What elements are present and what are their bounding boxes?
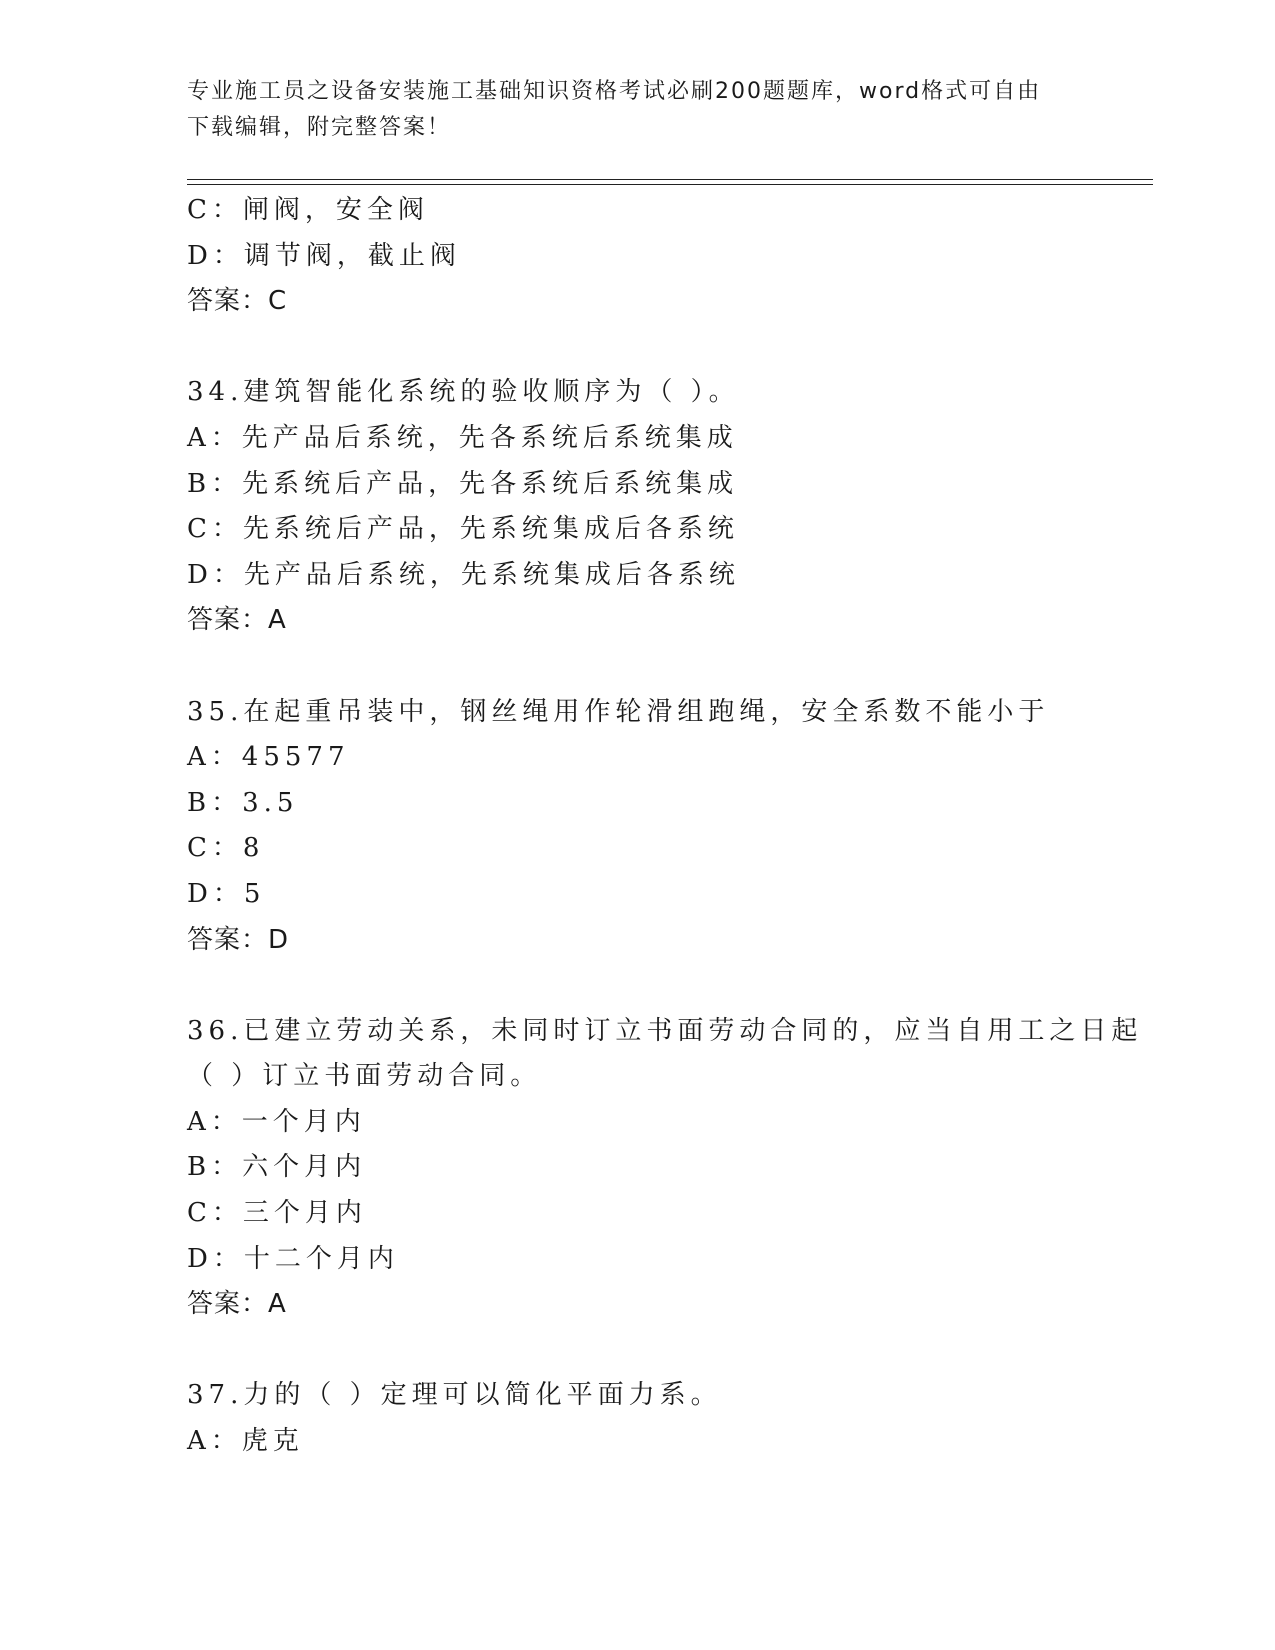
question-text-line2: （ ）订立书面劳动合同。	[187, 1061, 542, 1092]
option-b: B：3.5	[187, 787, 299, 818]
question-34	[187, 370, 1147, 644]
question-list	[187, 188, 1147, 1465]
question-text: 35.在起重吊装中，钢丝绳用作轮滑组跑绳，安全系数不能小于	[187, 696, 1050, 727]
header-title-line1: 专业施工员之设备安装施工基础知识资格考试必刷200题题库，word格式可自由	[187, 79, 1042, 104]
option-c: C：闸阀，安全阀	[187, 195, 429, 225]
header-divider-top	[187, 179, 1153, 180]
option-c: C：先系统后产品，先系统集成后各系统	[187, 514, 739, 545]
question-33	[187, 188, 1147, 325]
spacer	[187, 1328, 1147, 1374]
answer: 答案：A	[187, 1289, 287, 1320]
spacer	[187, 644, 1147, 690]
answer: 答案：C	[187, 286, 288, 317]
option-d: D：十二个月内	[187, 1243, 399, 1274]
question-36	[187, 1009, 1147, 1328]
document-header	[187, 74, 1087, 146]
option-b: B：先系统后产品，先各系统后系统集成	[187, 468, 739, 499]
option-a: A：先产品后系统，先各系统后系统集成	[187, 422, 738, 453]
answer: 答案：D	[187, 924, 290, 955]
option-a: A：45577	[187, 742, 350, 773]
option-a: A：一个月内	[187, 1106, 366, 1137]
spacer	[187, 325, 1147, 371]
answer: 答案：A	[187, 605, 287, 636]
spacer	[187, 963, 1147, 1009]
header-title-line2: 下载编辑，附完整答案！	[187, 115, 452, 140]
option-c: C：8	[187, 833, 265, 864]
question-text: 37.力的（ ）定理可以简化平面力系。	[187, 1380, 722, 1411]
option-d: D：先产品后系统，先系统集成后各系统	[187, 559, 740, 590]
question-37	[187, 1373, 1147, 1464]
question-text-line1: 36.已建立劳动关系，未同时订立书面劳动合同的，应当自用工之日起	[187, 1015, 1143, 1046]
question-35	[187, 690, 1147, 964]
question-text: 34.建筑智能化系统的验收顺序为（ ）。	[187, 377, 740, 408]
option-a: A：虎克	[187, 1426, 304, 1457]
option-d: D：调节阀，截止阀	[187, 240, 461, 271]
header-divider-bottom	[187, 184, 1153, 185]
option-d: D：5	[187, 878, 266, 909]
option-b: B：六个月内	[187, 1152, 367, 1183]
option-c: C：三个月内	[187, 1198, 367, 1229]
